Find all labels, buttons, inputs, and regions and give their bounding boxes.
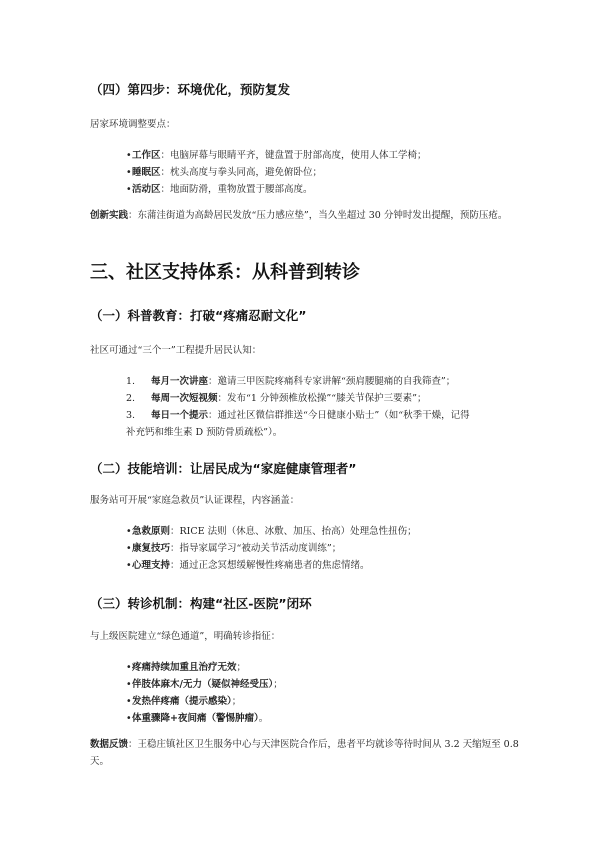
sub3-list <box>126 659 526 727</box>
sub3-heading: （三）转诊机制：构建“社区-医院”闭环 <box>90 596 312 611</box>
bullet-icon: • <box>126 696 132 707</box>
list-item: 3. 每日一个提示：通过社区微信群推送“今日健康小贴士”（如“秋季干燥，记得 补充钙和维生素 D 预防骨质疏松”）。 <box>126 410 470 438</box>
list-item: •睡眠区：枕头高度与拳头同高，避免俯卧位； <box>126 164 526 181</box>
sub2-intro: 服务站可开展“家庭急救员”认证课程，内容涵盖： <box>90 495 300 506</box>
list-item: 2. 每周一次短视频：发布“1 分钟颈椎放松操”“膝关节保护三要素”； <box>126 393 427 404</box>
bullet-icon: • <box>126 150 132 161</box>
bullet-icon: • <box>126 713 132 724</box>
list-item: •体重骤降+夜间痛（警惕肿瘤）。 <box>126 710 526 727</box>
bullet-icon: • <box>126 560 132 571</box>
bullet-icon: • <box>126 184 132 195</box>
sub1-heading: （一）科普教育：打破“疼痛忍耐文化” <box>90 308 307 323</box>
innovation-paragraph: 创新实践：东蒲洼街道为高龄居民发放“压力感应垫”，当久坐超过 30 分钟时发出提醒，预防压疮。 <box>90 210 508 221</box>
bullet-icon: • <box>126 662 132 673</box>
section4-heading: （四）第四步：环境优化，预防复发 <box>90 82 291 97</box>
list-item: •康复技巧：指导家属学习“被动关节活动度训练”； <box>126 540 526 557</box>
bullet-icon: • <box>126 679 132 690</box>
list-item: •疼痛持续加重且治疗无效； <box>126 659 526 676</box>
bullet-icon: • <box>126 526 132 537</box>
bullet-icon: • <box>126 167 132 178</box>
sub2-list <box>126 523 526 574</box>
home-points-list <box>126 147 526 198</box>
bullet-icon: • <box>126 543 132 554</box>
sub3-intro: 与上级医院建立“绿色通道”，明确转诊指征： <box>90 631 281 642</box>
sub2-heading: （二）技能培训：让居民成为“家庭健康管理者” <box>90 461 357 476</box>
feedback-paragraph: 数据反馈：王稳庄镇社区卫生服务中心与天津医院合作后，患者平均就诊等待时间从 3.2 天缩短至 0.8 天。 <box>90 739 519 767</box>
list-item: •伴肢体麻木/无力（疑似神经受压）； <box>126 676 526 693</box>
list-item: •工作区：电脑屏幕与眼睛平齐，键盘置于肘部高度，使用人体工学椅； <box>126 147 526 164</box>
list-item: •急救原则：RICE 法则（休息、冰敷、加压、抬高）处理急性扭伤； <box>126 523 526 540</box>
list-item: •心理支持：通过正念冥想缓解慢性疼痛患者的焦虑情绪。 <box>126 557 526 574</box>
sub1-list <box>126 373 516 441</box>
list-item: 1. 每月一次讲座：邀请三甲医院疼痛科专家讲解“颈肩腰腿痛的自我筛查”； <box>126 376 456 387</box>
home-intro: 居家环境调整要点： <box>90 119 176 130</box>
list-item: •发热伴疼痛（提示感染）； <box>126 693 526 710</box>
list-item: •活动区：地面防滑，重物放置于腰部高度。 <box>126 181 526 198</box>
part3-heading: 三、社区支持体系：从科普到转诊 <box>90 262 360 283</box>
sub1-intro: 社区可通过“三个一”工程提升居民认知： <box>90 345 262 356</box>
